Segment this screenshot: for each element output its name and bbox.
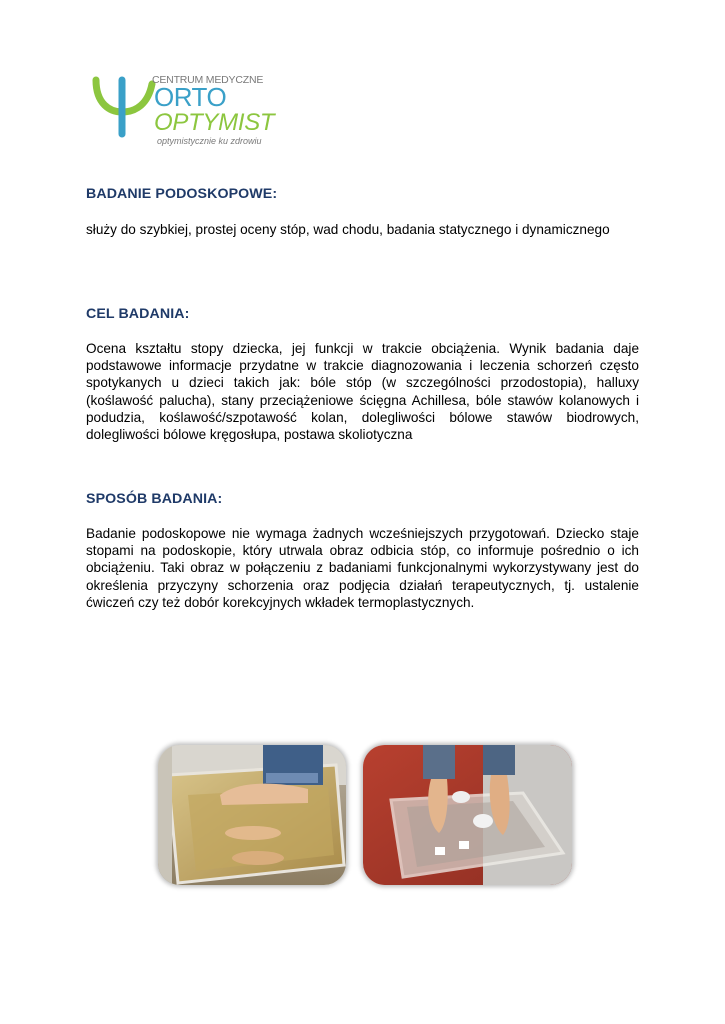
heading-cel-badania: CEL BADANIA: [86, 306, 190, 322]
paragraph-badanie-podoskopowe: służy do szybkiej, prostej oceny stóp, wad chodu, badania statycznego i dynamicznego [86, 222, 610, 237]
logo-line-optymist: OPTYMIST [154, 109, 275, 136]
logo-y-symbol-icon [92, 74, 156, 140]
heading-sposob-badania: SPOSÓB BADANIA: [86, 491, 223, 507]
logo-line-centrum: CENTRUM MEDYCZNE [152, 74, 264, 86]
logo-line-orto: ORTO [154, 82, 227, 112]
paragraph-sposob-badania: Badanie podoskopowe nie wymaga żadnych wcześniejszych przygotowań. Dziecko staje stopami na podoskopie, który utrwala obraz odbicia stóp, co informuje pośrednio o ich obciążeniu. Taki obraz w połączeniu z badaniami funkcjonalnymi wykorzystywany jest do określenia przyczyny schorzenia oraz podjęcia działań terapeutycznych, tj. ustalenie ćwiczeń czy też dobór korekcyjnych wkładek termoplastycznych. [86, 526, 639, 610]
photo-podoscope-side-view [158, 745, 346, 885]
paragraph-cel-badania: Ocena kształtu stopy dziecka, jej funkcji w trakcie obciążenia. Wynik badania daje podstawowe informacje przydatne w trakcie diagnozowania i leczenia schorzeń często spotykanych u dzieci takich jak: bóle stóp (w szczególności przodostopia), halluxy (koślawość palucha), stany przeciążeniowe ścięgna Achillesa, bóle stawów kolanowych i podudzia, koślawość/szpotawość kolan, dolegliwości bólowe stawów biodrowych, dolegliwości bólowe kręgosłupa, postawa skoliotyczna [86, 341, 639, 443]
clinic-logo [92, 74, 282, 150]
logo-tagline: optymistycznie ku zdrowiu [157, 136, 262, 146]
photo-podoscope-top-view [363, 745, 572, 885]
heading-badanie-podoskopowe: BADANIE PODOSKOPOWE: [86, 186, 278, 202]
